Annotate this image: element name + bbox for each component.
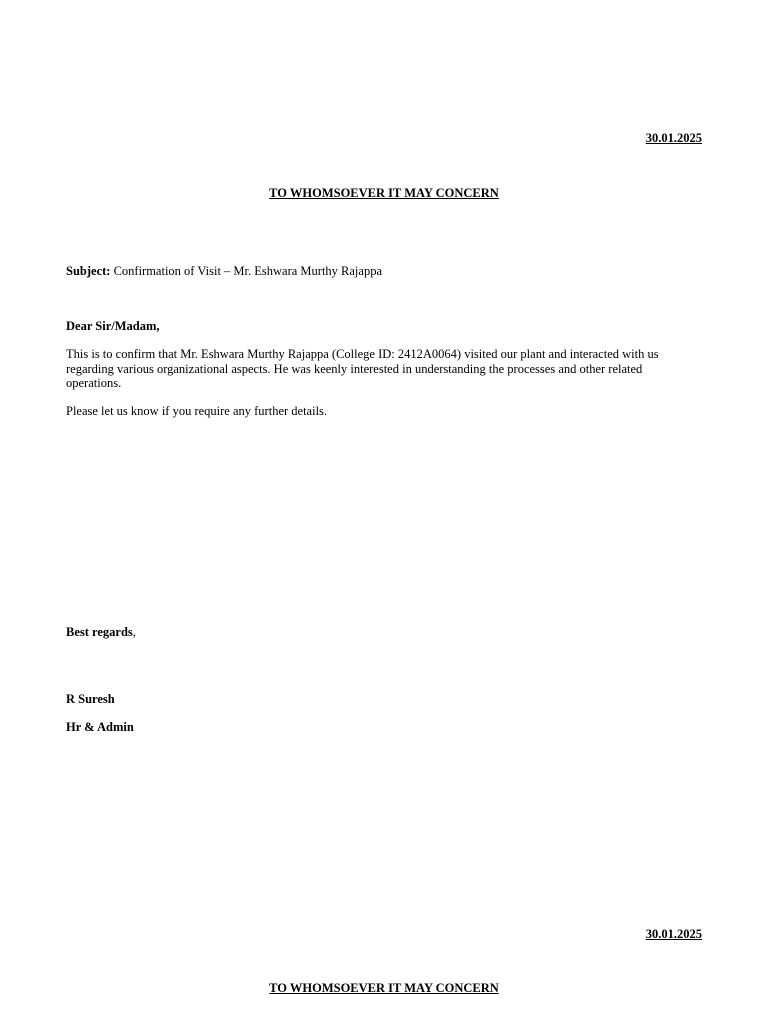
closing-text: Best regards <box>66 625 133 639</box>
next-page-date: 30.01.2025 <box>645 927 702 941</box>
closing-punctuation: , <box>132 625 136 639</box>
signatory-title: Hr & Admin <box>66 720 134 734</box>
subject-text: Confirmation of Visit – Mr. Eshwara Murthy Rajappa <box>110 264 383 278</box>
subject-label: Subject: <box>66 264 111 278</box>
closing-line <box>66 625 696 640</box>
next-page-heading: TO WHOMSOEVER IT MAY CONCERN <box>269 981 499 995</box>
subject-line <box>66 264 696 279</box>
letter-heading: TO WHOMSOEVER IT MAY CONCERN <box>269 186 499 200</box>
salutation: Dear Sir/Madam, <box>66 319 160 333</box>
letter-date: 30.01.2025 <box>645 131 702 145</box>
signatory-name: R Suresh <box>66 692 115 706</box>
body-paragraph-2: Please let us know if you require any further details. <box>66 404 328 418</box>
body-paragraph-1: This is to confirm that Mr. Eshwara Murthy Rajappa (College ID: 2412A0064) visited our plant and interacted with us regarding various organizational aspects. He was keenly interested in understanding the processes and other related operations. <box>66 347 659 391</box>
